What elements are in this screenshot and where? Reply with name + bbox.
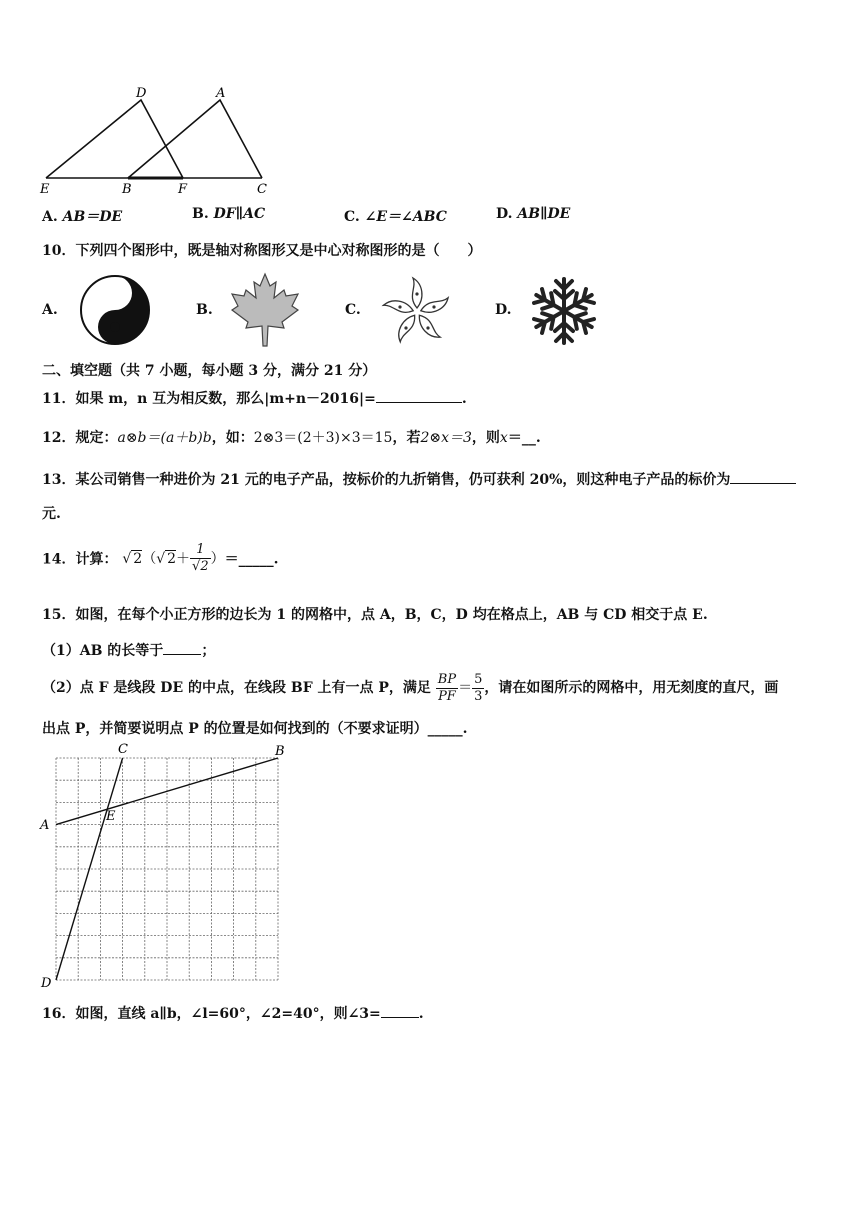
q15-part1-blank[interactable] bbox=[163, 640, 201, 655]
q12-answer-blank[interactable]: ＝__. bbox=[507, 430, 541, 446]
q11-answer-blank[interactable] bbox=[376, 388, 462, 403]
q16: 16．如图，直线 a∥b，∠l=60°，∠2=40°，则∠3= . bbox=[42, 1003, 424, 1023]
q13-line2: 元. bbox=[42, 506, 61, 522]
label-F: F bbox=[178, 182, 188, 196]
label-C: C bbox=[257, 182, 267, 196]
maple-leaf-icon[interactable] bbox=[224, 270, 306, 350]
q9-option-c[interactable]: C. ∠E＝∠ABC bbox=[344, 209, 447, 225]
label-C: C bbox=[118, 742, 128, 757]
q15-ratio-fraction: $\frac{BP}{PF}$ bbox=[437, 671, 457, 704]
q15-line1: 15．如图，在每个小正方形的边长为 1 的网格中，点 A，B，C，D 均在格点上，AB 与 CD 相交于点 E. bbox=[42, 607, 708, 623]
q10-text: 10．下列四个图形中，既是轴对称图形又是中心对称图形的是（ ） bbox=[42, 243, 482, 259]
q14-answer-blank[interactable]: ＝_____. bbox=[224, 551, 279, 568]
label-A: A bbox=[216, 86, 226, 101]
q15-ratio-value: $\frac{5}{3}$ bbox=[474, 671, 483, 704]
label-D: D bbox=[41, 976, 52, 988]
q12: 12．规定：a⊗b＝(a＋b)b，如：2⊗3＝(2＋3)×3＝15，若2⊗x＝3，则x＝__. bbox=[42, 430, 541, 446]
q14: 14．计算： √ 2（√ 2＋ $\frac{1}{√2}$ ）＝_____. bbox=[42, 542, 279, 574]
q13-answer-blank[interactable] bbox=[730, 469, 796, 484]
q9-option-a[interactable]: A. AB＝DE bbox=[42, 209, 123, 225]
q15-part1: （1）AB 的长等于 ； bbox=[42, 640, 215, 660]
q13-line1: 13．某公司销售一种进价为 21 元的电子产品，按标价的九折销售，仍可获利 20%，则这种电子产品的标价为 bbox=[42, 469, 796, 489]
label-E: E bbox=[106, 809, 116, 824]
bauhinia-flower-icon[interactable] bbox=[374, 272, 460, 352]
q9-option-b[interactable]: B. DF∥AC bbox=[192, 206, 266, 222]
q9-option-d[interactable]: D. AB∥DE bbox=[496, 206, 571, 222]
q15-line3: 出点 P，并简要说明点 P 的位置是如何找到的（不要求证明）_____. bbox=[42, 721, 468, 737]
q15-grid-figure[interactable] bbox=[38, 740, 292, 988]
q16-answer-blank[interactable] bbox=[381, 1003, 419, 1018]
q9-triangle-figure bbox=[38, 86, 270, 196]
q10-option-d-label[interactable]: D. bbox=[495, 302, 512, 318]
label-A: A bbox=[40, 818, 50, 833]
q14-expression: √ 2（√ 2＋ $\frac{1}{√2}$ ） bbox=[122, 542, 225, 574]
label-E: E bbox=[40, 182, 50, 196]
snowflake-icon[interactable] bbox=[523, 272, 605, 350]
q10-option-c-label[interactable]: C. bbox=[345, 302, 361, 318]
section-title: 二、填空题（共 7 小题，每小题 3 分，满分 21 分） bbox=[42, 363, 377, 379]
label-B: B bbox=[275, 744, 285, 759]
q10-option-a-label[interactable]: A. bbox=[42, 302, 58, 318]
yin-yang-icon[interactable] bbox=[74, 272, 156, 348]
q11: 11．如果 m，n 互为相反数，那么|m+n－2016|= . bbox=[42, 388, 467, 408]
q10-option-b-label[interactable]: B. bbox=[196, 302, 213, 318]
q15-part2: （2）点 F 是线段 DE 的中点，在线段 BF 上有一点 P，满足 $\frac{BP}{PF}$ ＝ $\frac{5}{3}$ ，请在如图所示的网格中，用无刻度的直尺，画 bbox=[42, 671, 779, 704]
label-B: B bbox=[122, 182, 132, 196]
label-D: D bbox=[136, 86, 147, 101]
